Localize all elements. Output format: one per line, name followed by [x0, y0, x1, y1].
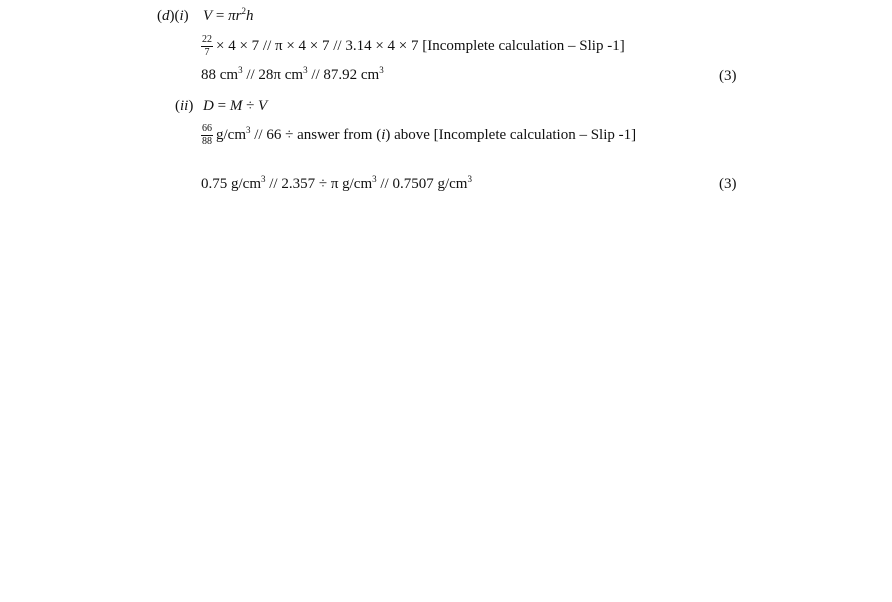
marks-d-i: (3): [719, 68, 737, 84]
density-formula: D = M ÷ V: [203, 98, 268, 114]
density-working: $\frac{66}{88}$ $g/cm^3 // 66$ ÷ answer from (i) above [Incomplete calculation – Slip -1]: [202, 123, 637, 147]
volume-answer: 88 $cm^3 // 28\pi$ $cm^3 // 87.92$ $cm^3$: [201, 65, 384, 83]
marks-ii: (3): [719, 176, 737, 192]
fraction-22-7: $\frac{22}{7}$: [202, 34, 212, 58]
volume-formula: $V = \pi r^2h$: [203, 6, 254, 24]
volume-working: $\frac{22}{7}$ × 4 × 7 // π × 4 × 7 // 3.14 × 4 × 7 [Incomplete calculation – Slip -1]: [202, 34, 625, 58]
part-d-i-label: (d)(i): [157, 8, 189, 24]
fraction-66-88: $\frac{66}{88}$: [202, 123, 212, 147]
density-answer: 0.75 $g/cm^3 // 2.357 \div \pi$ $g/cm^3 // 0.7507$ $g/cm^3$: [201, 174, 472, 192]
part-ii-label: (ii): [175, 98, 194, 114]
